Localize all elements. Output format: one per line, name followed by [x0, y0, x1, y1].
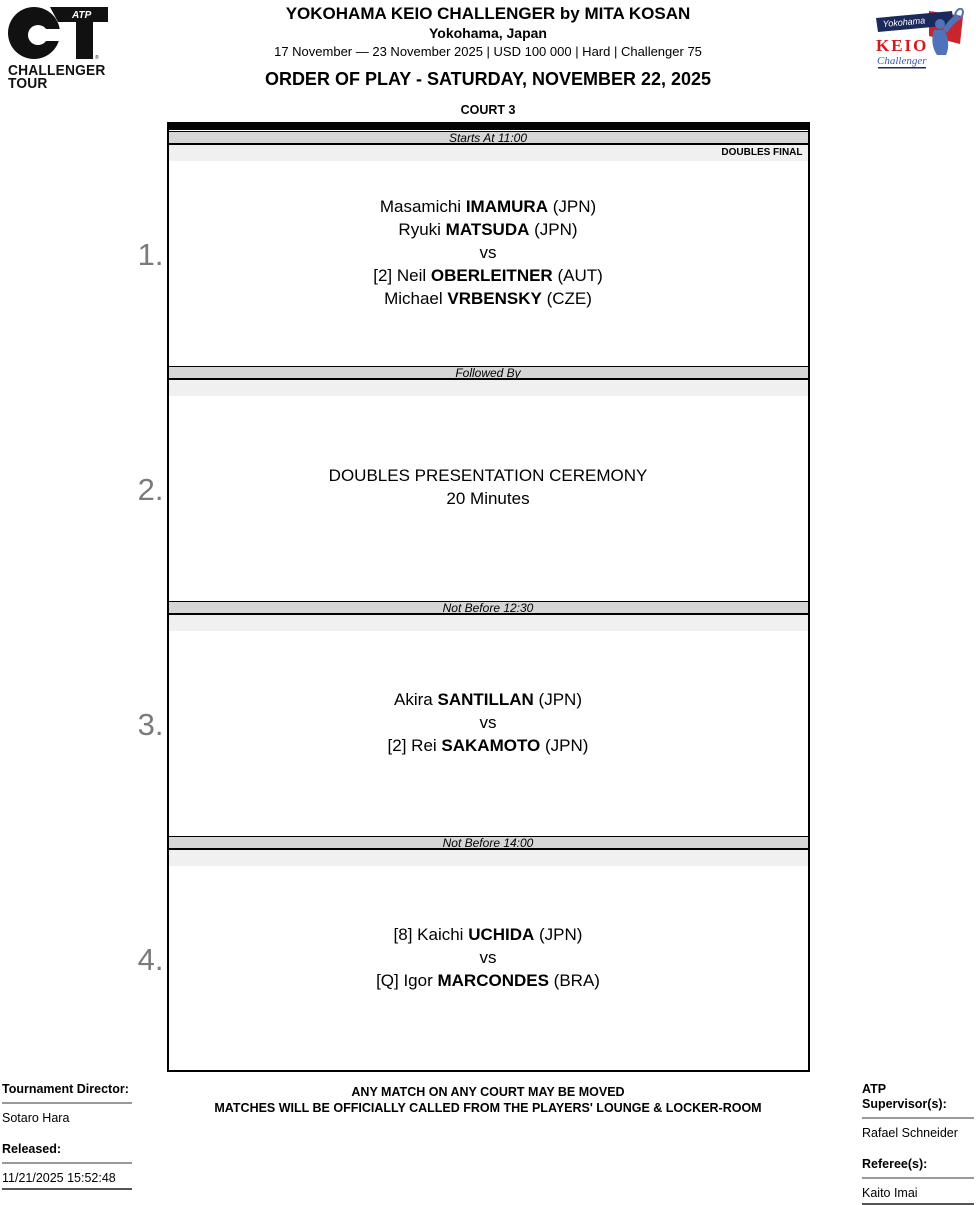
- match-block: [137, 366, 808, 600]
- match-line: [169, 218, 808, 241]
- match-line: [169, 264, 808, 287]
- session-time-header: Followed By: [169, 366, 808, 380]
- match-box: [137, 615, 808, 835]
- footer-notice: [168, 1084, 808, 1116]
- atp-logo-wordmark: [8, 65, 132, 91]
- match-line: [169, 969, 808, 992]
- match-number: 1.: [137, 237, 164, 272]
- registered-mark: ®: [95, 55, 99, 60]
- match-text: [Q] Igor: [376, 970, 438, 990]
- referee-name: Kaito Imai: [862, 1186, 918, 1200]
- signature-line: [2, 1188, 132, 1190]
- tournament-title: YOKOHAMA KEIO CHALLENGER by MITA KOSAN: [285, 4, 691, 23]
- player-surname: VRBENSKY: [447, 288, 542, 308]
- match-line: [169, 734, 808, 757]
- match-text: vs: [479, 712, 497, 732]
- match-line: [169, 487, 808, 510]
- keio-logo-icon: [874, 8, 966, 72]
- match-box: [137, 145, 808, 365]
- match-text: Michael: [384, 288, 448, 308]
- atp-logo-line2: TOUR: [8, 76, 48, 92]
- match-text: (JPN): [540, 735, 589, 755]
- match-text: (CZE): [541, 288, 592, 308]
- released-timestamp: 11/21/2025 15:52:48: [2, 1171, 116, 1185]
- player-surname: UCHIDA: [468, 924, 535, 944]
- match-content: [169, 631, 808, 835]
- match-line: [169, 711, 808, 734]
- match-text: (JPN): [533, 689, 582, 709]
- tournament-title-block: [0, 4, 976, 60]
- signature-line: [862, 1177, 974, 1179]
- session-time-header: Not Before 14:00: [169, 836, 808, 850]
- match-number: 4.: [137, 942, 164, 977]
- player-surname: MARCONDES: [437, 970, 549, 990]
- match-text: Masamichi: [379, 196, 466, 216]
- order-of-play-title: ORDER OF PLAY - SATURDAY, NOVEMBER 22, 2025: [264, 69, 712, 89]
- match-text: vs: [479, 242, 497, 262]
- match-box: [137, 850, 808, 1070]
- match-box: [137, 380, 808, 600]
- schedule-blocks: [137, 131, 808, 1070]
- player-surname: SAKAMOTO: [441, 735, 541, 755]
- referee-group: [862, 1157, 974, 1205]
- match-number: 3.: [137, 707, 164, 742]
- signature-line: [2, 1102, 132, 1104]
- match-text: [8] Kaichi: [393, 924, 469, 944]
- keio-player-icon: [935, 19, 945, 29]
- footer-right-column: [862, 1082, 974, 1205]
- atp-logo-text: ATP: [72, 10, 92, 21]
- match-text: (AUT): [552, 265, 603, 285]
- match-content: [169, 396, 808, 600]
- signature-line: [862, 1117, 974, 1119]
- keio-logo-sub: Challenger: [877, 55, 927, 67]
- round-label: [169, 615, 808, 631]
- schedule-table: [137, 122, 810, 1072]
- player-surname: IMAMURA: [465, 196, 548, 216]
- atp-supervisor-group: [862, 1082, 974, 1141]
- atp-supervisor-label: ATP Supervisor(s):: [862, 1082, 947, 1111]
- atp-logo-line1: CHALLENGER: [8, 63, 106, 79]
- match-block: [137, 601, 808, 835]
- match-line: [169, 464, 808, 487]
- match-line: [169, 241, 808, 264]
- match-text: (JPN): [547, 196, 597, 216]
- player-surname: MATSUDA: [445, 219, 530, 239]
- match-text: Akira: [394, 689, 438, 709]
- signature-line: [2, 1162, 132, 1164]
- match-number: 2.: [137, 472, 164, 507]
- tournament-details: 17 November — 23 November 2025 | USD 100 000 | Hard | Challenger 75: [274, 44, 702, 59]
- tournament-location: Yokohama, Japan: [428, 25, 547, 41]
- atp-ct-icon: [8, 6, 112, 60]
- match-text: DOUBLES PRESENTATION CEREMONY: [328, 466, 648, 485]
- match-block: [137, 836, 808, 1070]
- atp-challenger-tour-logo: [8, 6, 138, 91]
- round-label: [169, 850, 808, 866]
- match-text: [2] Neil: [373, 265, 431, 285]
- match-content: [169, 866, 808, 1070]
- match-content: [169, 161, 808, 365]
- match-text: 20 Minutes: [446, 489, 530, 508]
- match-text: vs: [479, 947, 497, 967]
- tournament-director-group: [2, 1082, 172, 1126]
- match-line: [169, 946, 808, 969]
- match-text: (JPN): [529, 219, 578, 239]
- tournament-director-name: Sotaro Hara: [2, 1111, 70, 1125]
- match-line: [169, 923, 808, 946]
- match-text: Ryuki: [398, 219, 446, 239]
- keio-logo-name: KEIO: [876, 36, 929, 55]
- footer-left-column: [2, 1082, 172, 1190]
- match-text: (JPN): [534, 924, 583, 944]
- match-line: [169, 688, 808, 711]
- referee-label: Referee(s):: [862, 1157, 928, 1171]
- released-group: [2, 1142, 172, 1190]
- match-line: [169, 287, 808, 310]
- notice-line1: ANY MATCH ON ANY COURT MAY BE MOVED: [351, 1085, 625, 1099]
- player-surname: OBERLEITNER: [430, 265, 553, 285]
- tournament-director-label: Tournament Director:: [2, 1082, 129, 1096]
- keio-tournament-logo: [874, 8, 966, 77]
- atp-supervisor-name: Rafael Schneider: [862, 1126, 958, 1140]
- round-label: DOUBLES FINAL: [169, 145, 808, 161]
- match-text: [2] Rei: [387, 735, 442, 755]
- document-footer: [0, 1082, 976, 1200]
- round-label: [169, 380, 808, 396]
- player-surname: SANTILLAN: [437, 689, 534, 709]
- match-block: [137, 131, 808, 365]
- table-top-bar: [169, 122, 808, 130]
- match-text: (BRA): [548, 970, 600, 990]
- released-label: Released:: [2, 1142, 62, 1156]
- notice-line2: MATCHES WILL BE OFFICIALLY CALLED FROM THE PLAYERS' LOUNGE & LOCKER-ROOM: [214, 1101, 762, 1115]
- match-line: [169, 195, 808, 218]
- session-time-header: Not Before 12:30: [169, 601, 808, 615]
- court-name: COURT 3: [460, 103, 516, 117]
- session-time-header: Starts At 11:00: [169, 131, 808, 145]
- keio-logo-city: Yokohama: [882, 15, 926, 29]
